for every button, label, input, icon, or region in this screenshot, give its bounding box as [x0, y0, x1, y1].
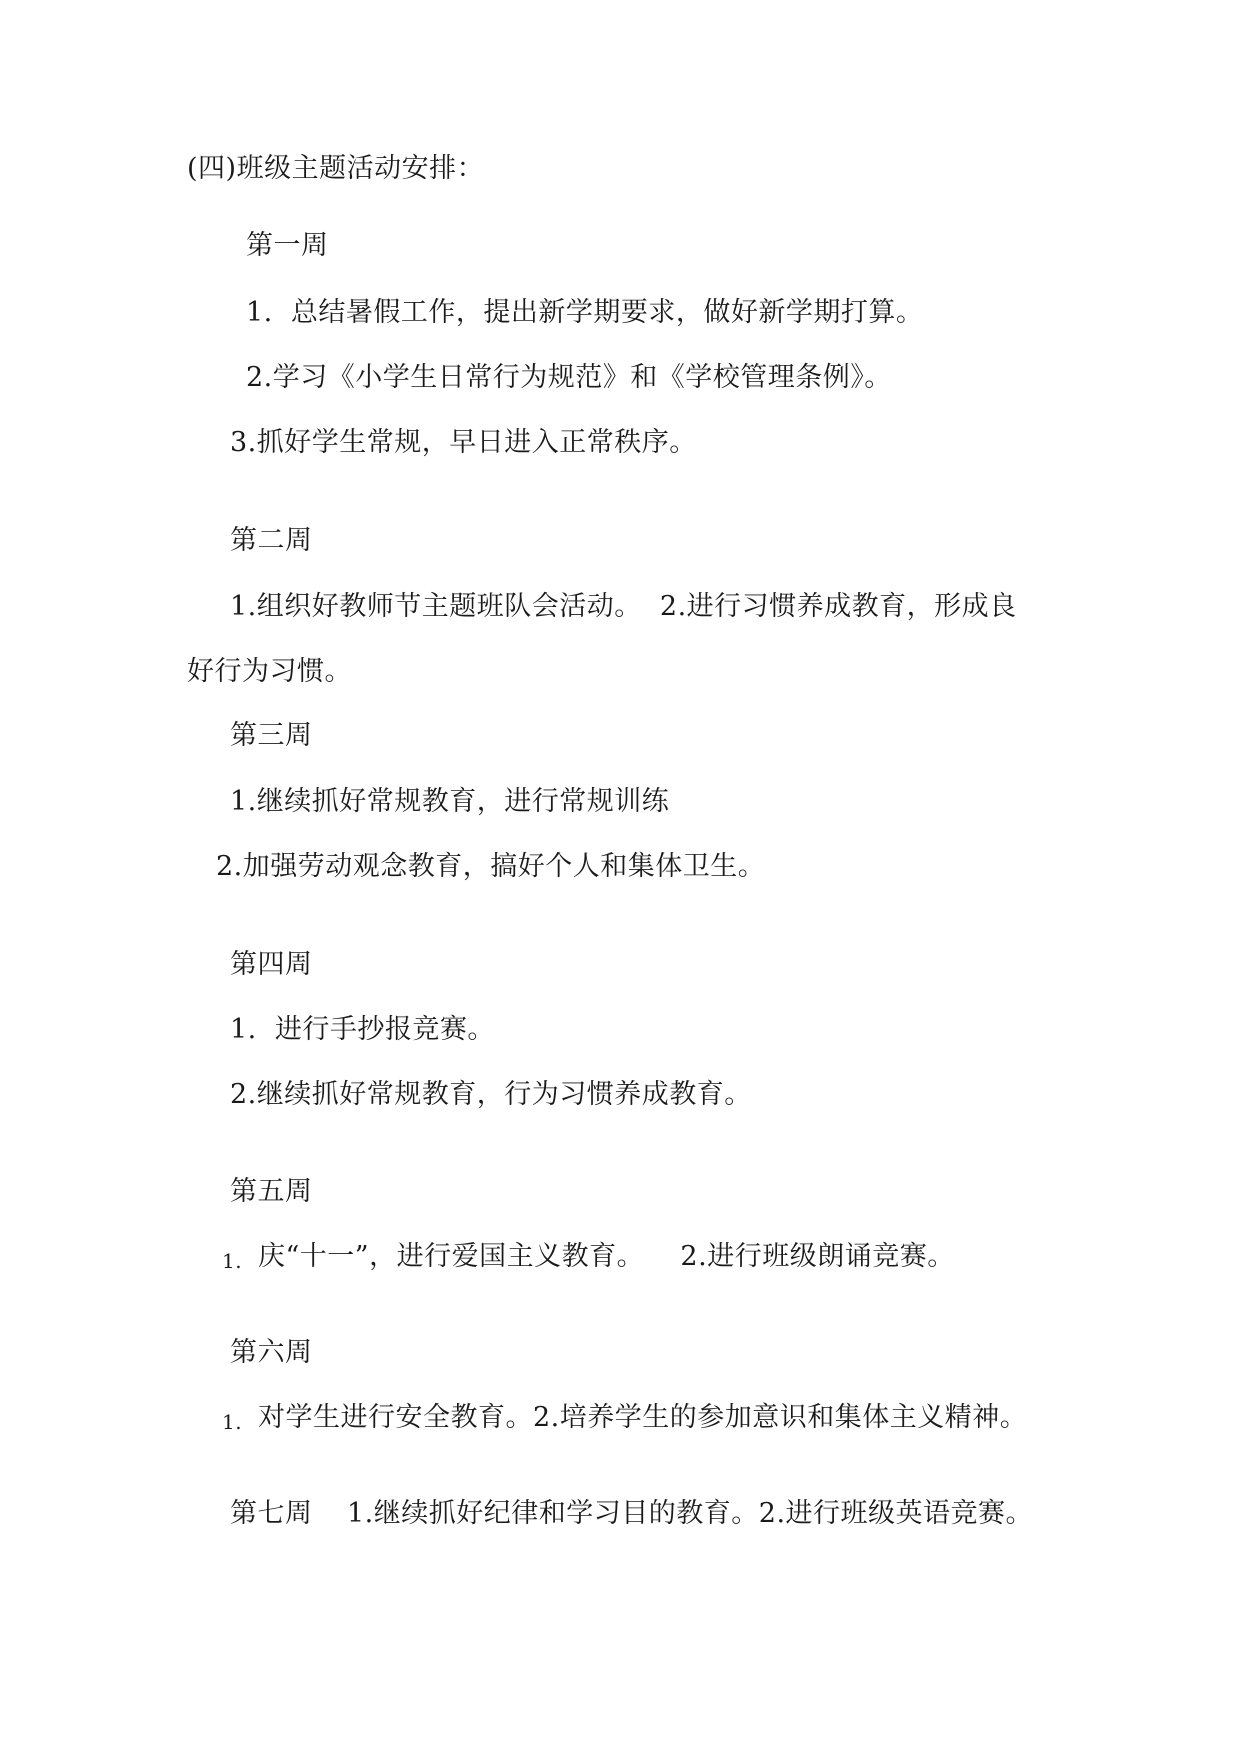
- week-5-label: 第五周: [230, 1176, 313, 1207]
- week-4-item-1: 1. 进行手抄报竞赛。: [230, 1014, 495, 1045]
- section-title: (四)班级主题活动安排：: [187, 153, 485, 184]
- week-3-item-1: 1.继续抓好常规教育，进行常规训练: [230, 786, 670, 817]
- week-3-label: 第三周: [230, 720, 313, 751]
- week-7-label: 第七周: [230, 1498, 313, 1529]
- week-1-item-1: 1. 总结暑假工作，提出新学期要求，做好新学期打算。: [246, 297, 924, 328]
- week-7-item-1: 1.继续抓好纪律和学习目的教育。2.进行班级英语竞赛。: [347, 1498, 1034, 1529]
- week-4-label: 第四周: [230, 949, 313, 980]
- week-6-label: 第六周: [230, 1337, 313, 1368]
- week-1-item-2: 2.学习《小学生日常行为规范》和《学校管理条例》。: [246, 362, 892, 393]
- week-4-item-2: 2.继续抓好常规教育，行为习惯养成教育。: [230, 1079, 752, 1110]
- week-1-item-3: 3.抓好学生常规，早日进入正常秩序。: [230, 427, 697, 458]
- week-2-label: 第二周: [230, 525, 313, 556]
- week-5-item-1: 庆“十一”，进行爱国主义教育。 2.进行班级朗诵竞赛。: [258, 1241, 955, 1272]
- week-2-item-1: 1.组织好教师节主题班队会活动。 2.进行习惯养成教育，形成良: [230, 591, 1017, 622]
- week-1-label: 第一周: [246, 230, 329, 261]
- week-2-item-2: 好行为习惯。: [187, 656, 352, 687]
- week-6-item-number: 1.: [222, 1410, 243, 1434]
- week-6-item-1: 对学生进行安全教育。2.培养学生的参加意识和集体主义精神。: [258, 1402, 1028, 1433]
- week-3-item-2: 2.加强劳动观念教育，搞好个人和集体卫生。: [216, 851, 766, 882]
- week-5-item-number: 1.: [222, 1249, 243, 1273]
